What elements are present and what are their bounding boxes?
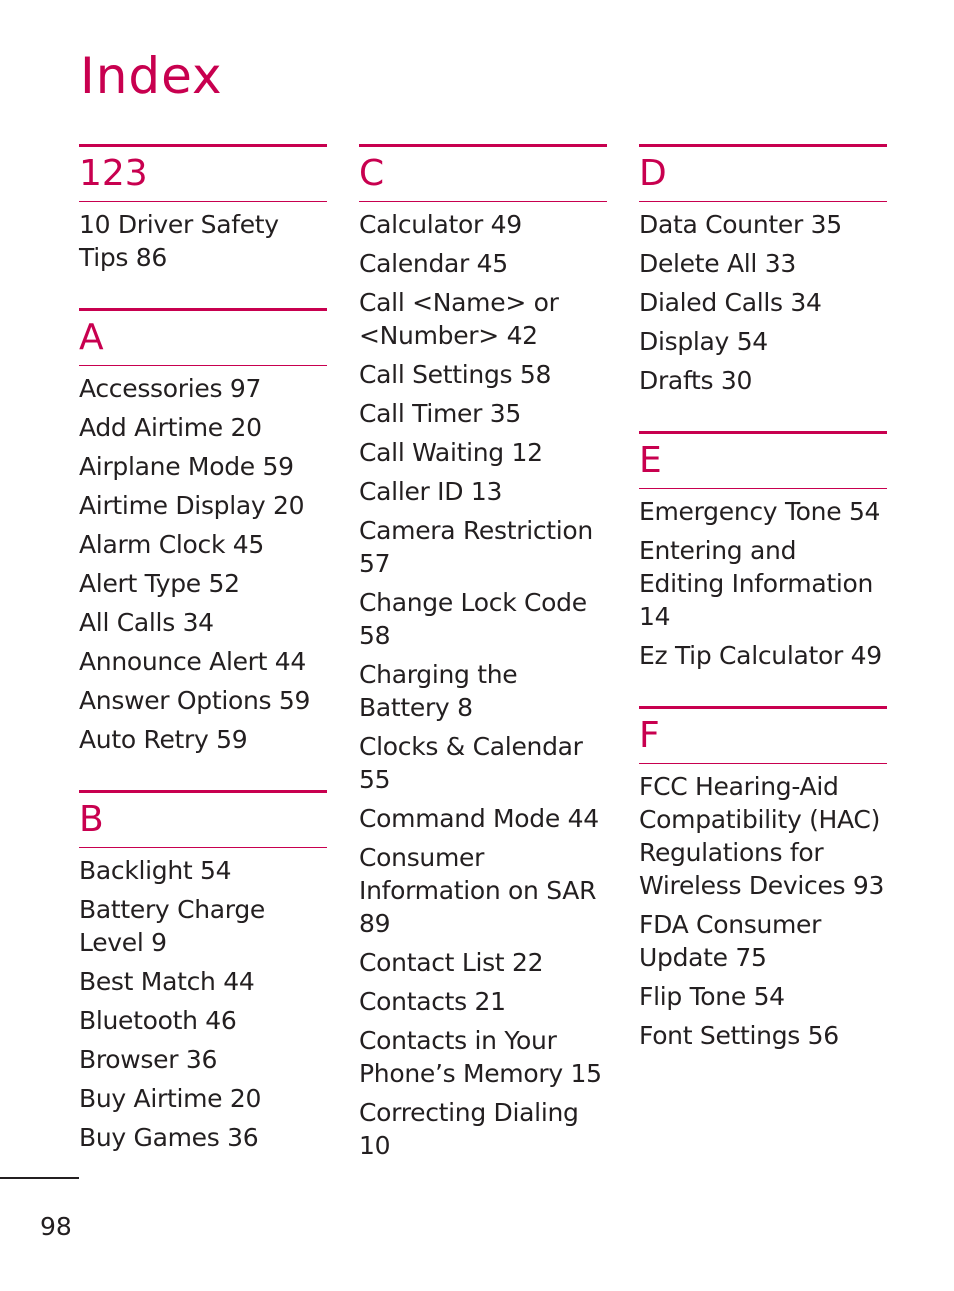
index-section bbox=[359, 144, 607, 1162]
index-section bbox=[639, 144, 887, 397]
index-entry: Backlight 54 bbox=[79, 856, 232, 885]
index-entry: Change Lock Code 58 bbox=[359, 588, 587, 650]
index-entry: Best Match 44 bbox=[79, 967, 255, 996]
index-entry: Bluetooth 46 bbox=[79, 1006, 237, 1035]
index-column bbox=[359, 144, 607, 1196]
entry-list bbox=[639, 770, 887, 1052]
index-entry: Delete All 33 bbox=[639, 249, 796, 278]
index-entry: Call Settings 58 bbox=[359, 360, 552, 389]
index-entry: Buy Airtime 20 bbox=[79, 1084, 262, 1113]
index-entry: Calculator 49 bbox=[359, 210, 522, 239]
index-entry: Announce Alert 44 bbox=[79, 647, 307, 676]
index-section bbox=[79, 790, 327, 1154]
index-entry: Contacts in Your Phone’s Memory 15 bbox=[359, 1026, 602, 1088]
section-letter: A bbox=[79, 317, 104, 358]
section-letter: 123 bbox=[79, 153, 148, 194]
section-header bbox=[639, 144, 887, 202]
index-entry: Call Timer 35 bbox=[359, 399, 521, 428]
section-header bbox=[79, 144, 327, 202]
index-entry: Auto Retry 59 bbox=[79, 725, 248, 754]
index-entry: Data Counter 35 bbox=[639, 210, 842, 239]
index-entry: Charging the Battery 8 bbox=[359, 660, 518, 722]
index-entry: Camera Restriction 57 bbox=[359, 516, 593, 578]
index-entry: Calendar 45 bbox=[359, 249, 508, 278]
entry-list bbox=[79, 372, 327, 756]
index-entry: Caller ID 13 bbox=[359, 477, 503, 506]
section-header bbox=[639, 706, 887, 764]
index-entry: Dialed Calls 34 bbox=[639, 288, 822, 317]
index-entry: Correcting Dialing 10 bbox=[359, 1098, 579, 1160]
index-entry: Airtime Display 20 bbox=[79, 491, 305, 520]
index-entry: Battery Charge Level 9 bbox=[79, 895, 265, 957]
index-section bbox=[639, 706, 887, 1052]
section-header bbox=[79, 308, 327, 366]
section-letter: F bbox=[639, 715, 660, 756]
index-entry: FDA Consumer Update 75 bbox=[639, 910, 822, 972]
index-entry: Accessories 97 bbox=[79, 374, 262, 403]
entry-list bbox=[79, 208, 327, 274]
index-entry: Call Waiting 12 bbox=[359, 438, 543, 467]
index-entry: Entering and Editing Information 14 bbox=[639, 536, 874, 631]
entry-list bbox=[359, 208, 607, 1162]
index-entry: Font Settings 56 bbox=[639, 1021, 839, 1050]
index-entry: Contact List 22 bbox=[359, 948, 544, 977]
section-letter: B bbox=[79, 799, 104, 840]
index-entry: Browser 36 bbox=[79, 1045, 218, 1074]
index-entry: Answer Options 59 bbox=[79, 686, 311, 715]
index-entry: All Calls 34 bbox=[79, 608, 214, 637]
index-entry: Buy Games 36 bbox=[79, 1123, 259, 1152]
section-header bbox=[359, 144, 607, 202]
index-section bbox=[639, 431, 887, 672]
entry-list bbox=[79, 854, 327, 1154]
index-entry: Consumer Information on SAR 89 bbox=[359, 843, 597, 938]
section-letter: D bbox=[639, 153, 667, 194]
index-entry: Clocks & Calendar 55 bbox=[359, 732, 583, 794]
index-entry: Add Airtime 20 bbox=[79, 413, 262, 442]
index-section bbox=[79, 144, 327, 274]
footer-rule bbox=[0, 1177, 79, 1179]
section-header bbox=[79, 790, 327, 848]
section-header bbox=[639, 431, 887, 489]
index-entry: Drafts 30 bbox=[639, 366, 753, 395]
section-letter: E bbox=[639, 440, 662, 481]
index-entry: Flip Tone 54 bbox=[639, 982, 785, 1011]
index-entry: Emergency Tone 54 bbox=[639, 497, 881, 526]
index-entry: Ez Tip Calculator 49 bbox=[639, 641, 882, 670]
index-entry: Contacts 21 bbox=[359, 987, 506, 1016]
entry-list bbox=[639, 208, 887, 397]
index-section bbox=[79, 308, 327, 756]
page-number: 98 bbox=[40, 1212, 72, 1241]
page-title: Index bbox=[80, 47, 223, 105]
index-column bbox=[639, 144, 887, 1086]
index-entry: Call <Name> or <Number> 42 bbox=[359, 288, 559, 350]
index-entry: Display 54 bbox=[639, 327, 768, 356]
index-entry: Alert Type 52 bbox=[79, 569, 240, 598]
index-entry: 10 Driver Safety Tips 86 bbox=[79, 210, 279, 272]
index-entry: Command Mode 44 bbox=[359, 804, 599, 833]
index-entry: FCC Hearing-Aid Compatibility (HAC) Regulations for Wireless Devices 93 bbox=[639, 772, 885, 900]
section-letter: C bbox=[359, 153, 385, 194]
index-entry: Airplane Mode 59 bbox=[79, 452, 294, 481]
index-column bbox=[79, 144, 327, 1188]
index-entry: Alarm Clock 45 bbox=[79, 530, 264, 559]
entry-list bbox=[639, 495, 887, 672]
